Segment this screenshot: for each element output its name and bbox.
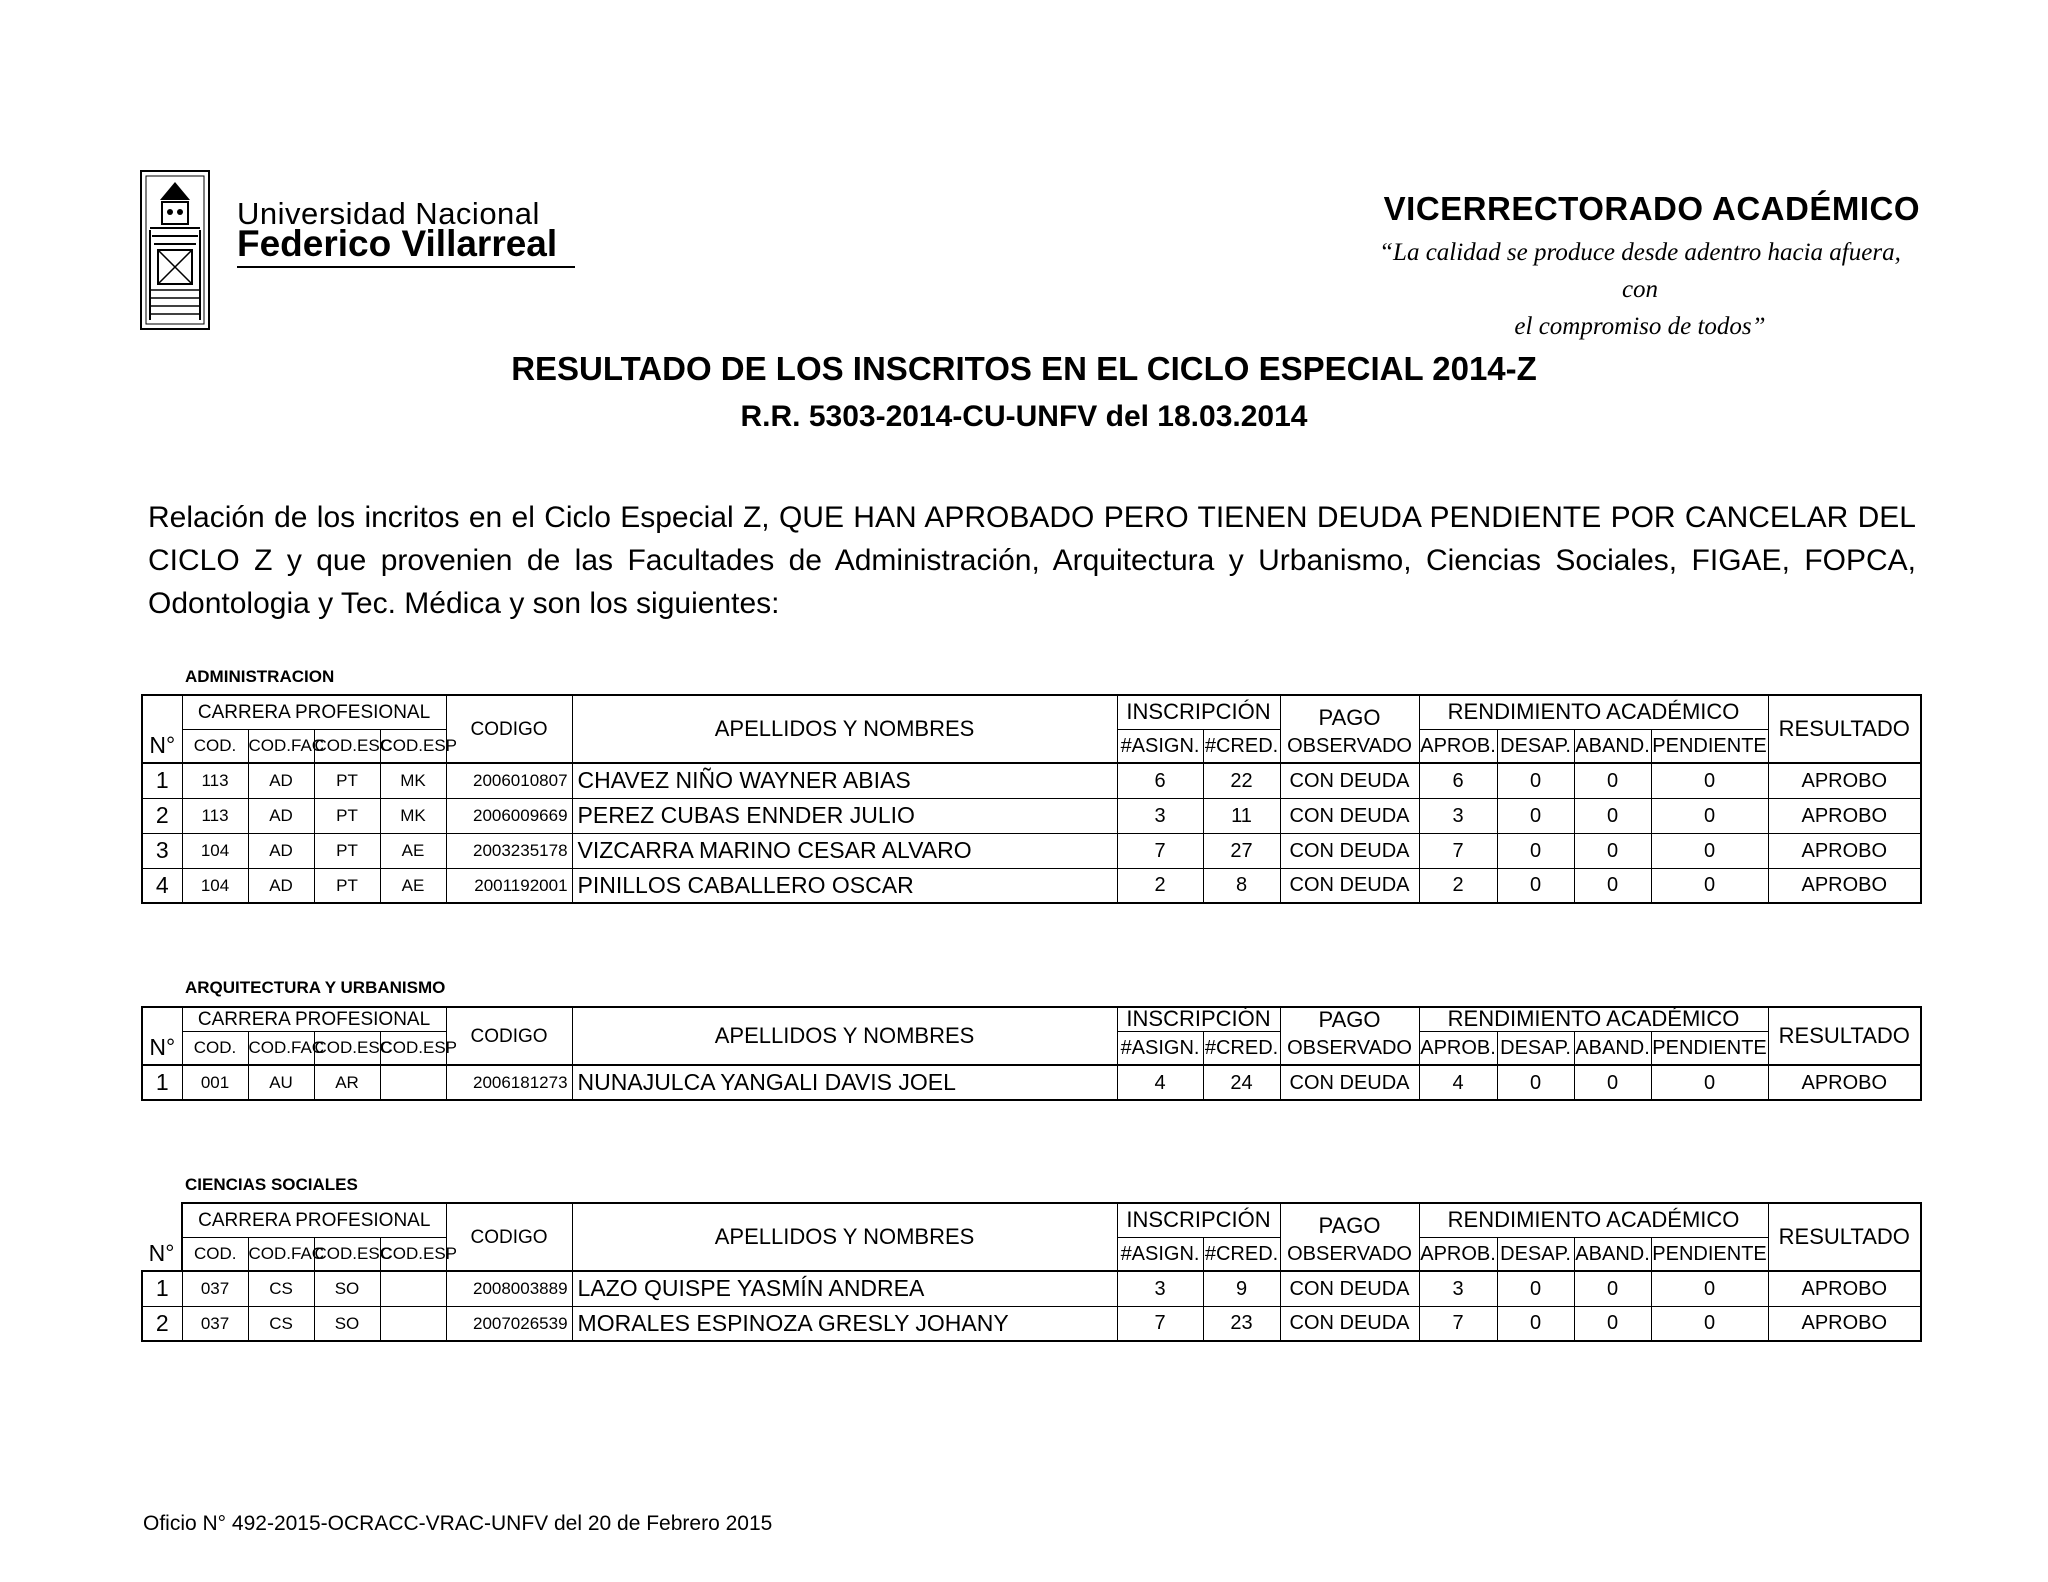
header-nombres: APELLIDOS Y NOMBRES xyxy=(572,695,1117,763)
row-fac: CS xyxy=(248,1306,314,1341)
header-carrera: CARRERA PROFESIONAL xyxy=(182,695,446,729)
header-asign: #ASIGN. xyxy=(1117,1031,1203,1065)
table-row xyxy=(142,1271,1921,1306)
row-pago: CON DEUDA xyxy=(1280,1271,1419,1306)
row-pend: 0 xyxy=(1651,1271,1768,1306)
header-aband: ABAND. xyxy=(1574,1237,1651,1271)
row-asign: 3 xyxy=(1117,1271,1203,1306)
header-num: N° xyxy=(142,1031,182,1065)
header-pendiente: PENDIENTE xyxy=(1651,729,1768,763)
row-resultado: APROBO xyxy=(1768,1065,1921,1100)
row-cod: 104 xyxy=(182,868,248,903)
document-title: RESULTADO DE LOS INSCRITOS EN EL CICLO ESPECIAL 2014-Z xyxy=(511,350,1537,387)
row-resultado: APROBO xyxy=(1768,833,1921,868)
header-observado: OBSERVADO xyxy=(1280,1237,1419,1271)
header-inscripcion: INSCRIPCIÓN xyxy=(1117,1203,1280,1237)
header-cod: COD. xyxy=(182,729,248,763)
row-cod: 037 xyxy=(182,1306,248,1341)
row-esc: PT xyxy=(314,868,380,903)
row-codigo: 2003235178 xyxy=(446,833,572,868)
row-pago: CON DEUDA xyxy=(1280,868,1419,903)
header-asign: #ASIGN. xyxy=(1117,729,1203,763)
row-aband: 0 xyxy=(1574,868,1651,903)
header-carrera: CARRERA PROFESIONAL xyxy=(182,1007,446,1031)
header-pago: PAGO xyxy=(1280,1007,1419,1031)
header-cod: COD. xyxy=(182,1031,248,1065)
row-asign: 4 xyxy=(1117,1065,1203,1100)
header-desap: DESAP. xyxy=(1497,1237,1574,1271)
row-pend: 0 xyxy=(1651,1306,1768,1341)
row-codigo: 2007026539 xyxy=(446,1306,572,1341)
header-inscripcion: INSCRIPCIÓN xyxy=(1117,695,1280,729)
row-resultado: APROBO xyxy=(1768,1306,1921,1341)
row-resultado: APROBO xyxy=(1768,1271,1921,1306)
row-cod: 037 xyxy=(182,1271,248,1306)
row-esp: AE xyxy=(380,833,446,868)
row-codigo: 2006181273 xyxy=(446,1065,572,1100)
header-desap: DESAP. xyxy=(1497,1031,1574,1065)
row-cred: 8 xyxy=(1203,868,1280,903)
row-aband: 0 xyxy=(1574,1065,1651,1100)
header-observado: OBSERVADO xyxy=(1280,1031,1419,1065)
header-pendiente: PENDIENTE xyxy=(1651,1031,1768,1065)
document-subtitle: R.R. 5303-2014-CU-UNFV del 18.03.2014 xyxy=(740,400,1308,433)
row-pago: CON DEUDA xyxy=(1280,1306,1419,1341)
header-cod-fac: COD.FAC xyxy=(248,1237,314,1271)
row-pend: 0 xyxy=(1651,798,1768,833)
row-asign: 6 xyxy=(1117,763,1203,798)
row-cred: 27 xyxy=(1203,833,1280,868)
header-num-top xyxy=(142,1203,182,1237)
section-label-ciencias-sociales: CIENCIAS SOCIALES xyxy=(185,1175,358,1194)
row-nombre: MORALES ESPINOZA GRESLY JOHANY xyxy=(572,1306,1117,1341)
row-num: 1 xyxy=(142,1271,182,1306)
row-nombre: PEREZ CUBAS ENNDER JULIO xyxy=(572,798,1117,833)
table-row xyxy=(142,1065,1921,1100)
header-aprob: APROB. xyxy=(1419,1031,1497,1065)
row-asign: 3 xyxy=(1117,798,1203,833)
row-desap: 0 xyxy=(1497,1271,1574,1306)
header-resultado: RESULTADO xyxy=(1768,695,1921,763)
header-aband: ABAND. xyxy=(1574,1031,1651,1065)
row-num: 2 xyxy=(142,798,182,833)
row-asign: 7 xyxy=(1117,833,1203,868)
office-title: VICERRECTORADO ACADÉMICO xyxy=(1383,190,1920,227)
row-fac: AD xyxy=(248,763,314,798)
row-codigo: 2001192001 xyxy=(446,868,572,903)
motto xyxy=(1360,234,1920,345)
section-label-administracion: ADMINISTRACION xyxy=(185,667,335,686)
header-cod-esc: COD.ESC xyxy=(314,1237,380,1271)
row-asign: 2 xyxy=(1117,868,1203,903)
header-inscripcion: INSCRIPCIÓN xyxy=(1117,1007,1280,1031)
university-logo xyxy=(140,170,210,330)
row-aprob: 7 xyxy=(1419,1306,1497,1341)
row-codigo: 2006010807 xyxy=(446,763,572,798)
row-cred: 11 xyxy=(1203,798,1280,833)
row-resultado: APROBO xyxy=(1768,798,1921,833)
header-codigo: CODIGO xyxy=(446,1203,572,1271)
row-esc: PT xyxy=(314,798,380,833)
row-codigo: 2008003889 xyxy=(446,1271,572,1306)
row-cod: 113 xyxy=(182,763,248,798)
intro-paragraph: Relación de los incritos en el Ciclo Especial Z, QUE HAN APROBADO PERO TIENEN DEUDA PENDIENTE POR CANCELAR DEL CICLO Z y que provenien de las Facultades de Administración, Arquitectura y Urbanismo, Ciencias Sociales, FIGAE, FOPCA, Odontologia y Tec. Médica y son los siguientes: xyxy=(148,501,1916,620)
row-desap: 0 xyxy=(1497,1065,1574,1100)
row-esp xyxy=(380,1065,446,1100)
row-pago: CON DEUDA xyxy=(1280,763,1419,798)
university-name-line1: Universidad Nacional xyxy=(237,196,540,231)
row-esc: PT xyxy=(314,833,380,868)
row-aprob: 3 xyxy=(1419,1271,1497,1306)
header-cred: #CRED. xyxy=(1203,1237,1280,1271)
header-pendiente: PENDIENTE xyxy=(1651,1237,1768,1271)
row-nombre: VIZCARRA MARINO CESAR ALVARO xyxy=(572,833,1117,868)
header-cod-esp: COD.ESP xyxy=(380,1031,446,1065)
table-row xyxy=(142,763,1921,798)
row-num: 2 xyxy=(142,1306,182,1341)
header-codigo: CODIGO xyxy=(446,695,572,763)
row-aband: 0 xyxy=(1574,1271,1651,1306)
row-cred: 22 xyxy=(1203,763,1280,798)
row-desap: 0 xyxy=(1497,798,1574,833)
row-pend: 0 xyxy=(1651,868,1768,903)
header-cred: #CRED. xyxy=(1203,729,1280,763)
university-underline xyxy=(237,266,575,268)
row-fac: AU xyxy=(248,1065,314,1100)
header-asign: #ASIGN. xyxy=(1117,1237,1203,1271)
row-aband: 0 xyxy=(1574,833,1651,868)
row-cod: 001 xyxy=(182,1065,248,1100)
row-fac: CS xyxy=(248,1271,314,1306)
row-nombre: PINILLOS CABALLERO OSCAR xyxy=(572,868,1117,903)
row-nombre: NUNAJULCA YANGALI DAVIS JOEL xyxy=(572,1065,1117,1100)
row-aband: 0 xyxy=(1574,798,1651,833)
row-num: 4 xyxy=(142,868,182,903)
header-nombres: APELLIDOS Y NOMBRES xyxy=(572,1007,1117,1065)
header-observado: OBSERVADO xyxy=(1280,729,1419,763)
header-num: N° xyxy=(142,1237,182,1271)
footer-oficio: Oficio N° 492-2015-OCRACC-VRAC-UNFV del 20 de Febrero 2015 xyxy=(143,1512,773,1535)
header-rendimiento: RENDIMIENTO ACADÉMICO xyxy=(1419,1007,1768,1031)
row-cred: 24 xyxy=(1203,1065,1280,1100)
results-table-arquitectura xyxy=(141,1006,1922,1101)
header-resultado: RESULTADO xyxy=(1768,1007,1921,1065)
row-esp xyxy=(380,1271,446,1306)
row-aprob: 6 xyxy=(1419,763,1497,798)
row-nombre: LAZO QUISPE YASMÍN ANDREA xyxy=(572,1271,1117,1306)
header-aprob: APROB. xyxy=(1419,729,1497,763)
row-asign: 7 xyxy=(1117,1306,1203,1341)
results-table-ciencias-sociales xyxy=(141,1202,1922,1342)
row-pago: CON DEUDA xyxy=(1280,833,1419,868)
table-row xyxy=(142,868,1921,903)
row-codigo: 2006009669 xyxy=(446,798,572,833)
header-cod-fac: COD.FAC xyxy=(248,729,314,763)
row-esc: SO xyxy=(314,1306,380,1341)
header-cod-esc: COD.ESC xyxy=(314,1031,380,1065)
header-cred: #CRED. xyxy=(1203,1031,1280,1065)
header-cod-esp: COD.ESP xyxy=(380,1237,446,1271)
header-cod: COD. xyxy=(182,1237,248,1271)
row-cred: 9 xyxy=(1203,1271,1280,1306)
row-esc: AR xyxy=(314,1065,380,1100)
row-resultado: APROBO xyxy=(1768,868,1921,903)
header-pago: PAGO xyxy=(1280,695,1419,729)
table-row xyxy=(142,1306,1921,1341)
row-aprob: 3 xyxy=(1419,798,1497,833)
header-cod-esc: COD.ESC xyxy=(314,729,380,763)
row-cod: 104 xyxy=(182,833,248,868)
row-num: 3 xyxy=(142,833,182,868)
row-esp: MK xyxy=(380,798,446,833)
row-aband: 0 xyxy=(1574,1306,1651,1341)
row-esp: MK xyxy=(380,763,446,798)
row-pago: CON DEUDA xyxy=(1280,798,1419,833)
results-table-administracion xyxy=(141,694,1922,904)
header-rendimiento: RENDIMIENTO ACADÉMICO xyxy=(1419,1203,1768,1237)
row-aprob: 2 xyxy=(1419,868,1497,903)
header-cod-fac: COD.FAC xyxy=(248,1031,314,1065)
table-row xyxy=(142,798,1921,833)
header-num: N° xyxy=(142,729,182,763)
motto-line1: “La calidad se produce desde adentro hacia afuera, con xyxy=(1379,239,1901,303)
header-num-top xyxy=(142,1007,182,1031)
row-desap: 0 xyxy=(1497,868,1574,903)
header-aband: ABAND. xyxy=(1574,729,1651,763)
header-desap: DESAP. xyxy=(1497,729,1574,763)
header-num-top xyxy=(142,695,182,729)
header-carrera: CARRERA PROFESIONAL xyxy=(182,1203,446,1237)
header-nombres: APELLIDOS Y NOMBRES xyxy=(572,1203,1117,1271)
row-esc: PT xyxy=(314,763,380,798)
section-label-arquitectura: ARQUITECTURA Y URBANISMO xyxy=(185,978,446,997)
table-row xyxy=(142,833,1921,868)
row-cred: 23 xyxy=(1203,1306,1280,1341)
row-num: 1 xyxy=(142,1065,182,1100)
row-pend: 0 xyxy=(1651,763,1768,798)
row-pend: 0 xyxy=(1651,1065,1768,1100)
row-aprob: 7 xyxy=(1419,833,1497,868)
row-fac: AD xyxy=(248,833,314,868)
header-rendimiento: RENDIMIENTO ACADÉMICO xyxy=(1419,695,1768,729)
row-fac: AD xyxy=(248,868,314,903)
row-resultado: APROBO xyxy=(1768,763,1921,798)
row-nombre: CHAVEZ NIÑO WAYNER ABIAS xyxy=(572,763,1117,798)
header-pago: PAGO xyxy=(1280,1203,1419,1237)
row-cod: 113 xyxy=(182,798,248,833)
header-resultado: RESULTADO xyxy=(1768,1203,1921,1271)
header-cod-esp: COD.ESP xyxy=(380,729,446,763)
row-num: 1 xyxy=(142,763,182,798)
row-desap: 0 xyxy=(1497,833,1574,868)
row-desap: 0 xyxy=(1497,1306,1574,1341)
row-pend: 0 xyxy=(1651,833,1768,868)
row-fac: AD xyxy=(248,798,314,833)
row-aband: 0 xyxy=(1574,763,1651,798)
motto-line2: el compromiso de todos” xyxy=(1514,313,1766,340)
row-aprob: 4 xyxy=(1419,1065,1497,1100)
row-esp xyxy=(380,1306,446,1341)
row-pago: CON DEUDA xyxy=(1280,1065,1419,1100)
row-desap: 0 xyxy=(1497,763,1574,798)
row-esc: SO xyxy=(314,1271,380,1306)
header-aprob: APROB. xyxy=(1419,1237,1497,1271)
row-esp: AE xyxy=(380,868,446,903)
header-codigo: CODIGO xyxy=(446,1007,572,1065)
university-name-line2: Federico Villarreal xyxy=(237,223,558,264)
